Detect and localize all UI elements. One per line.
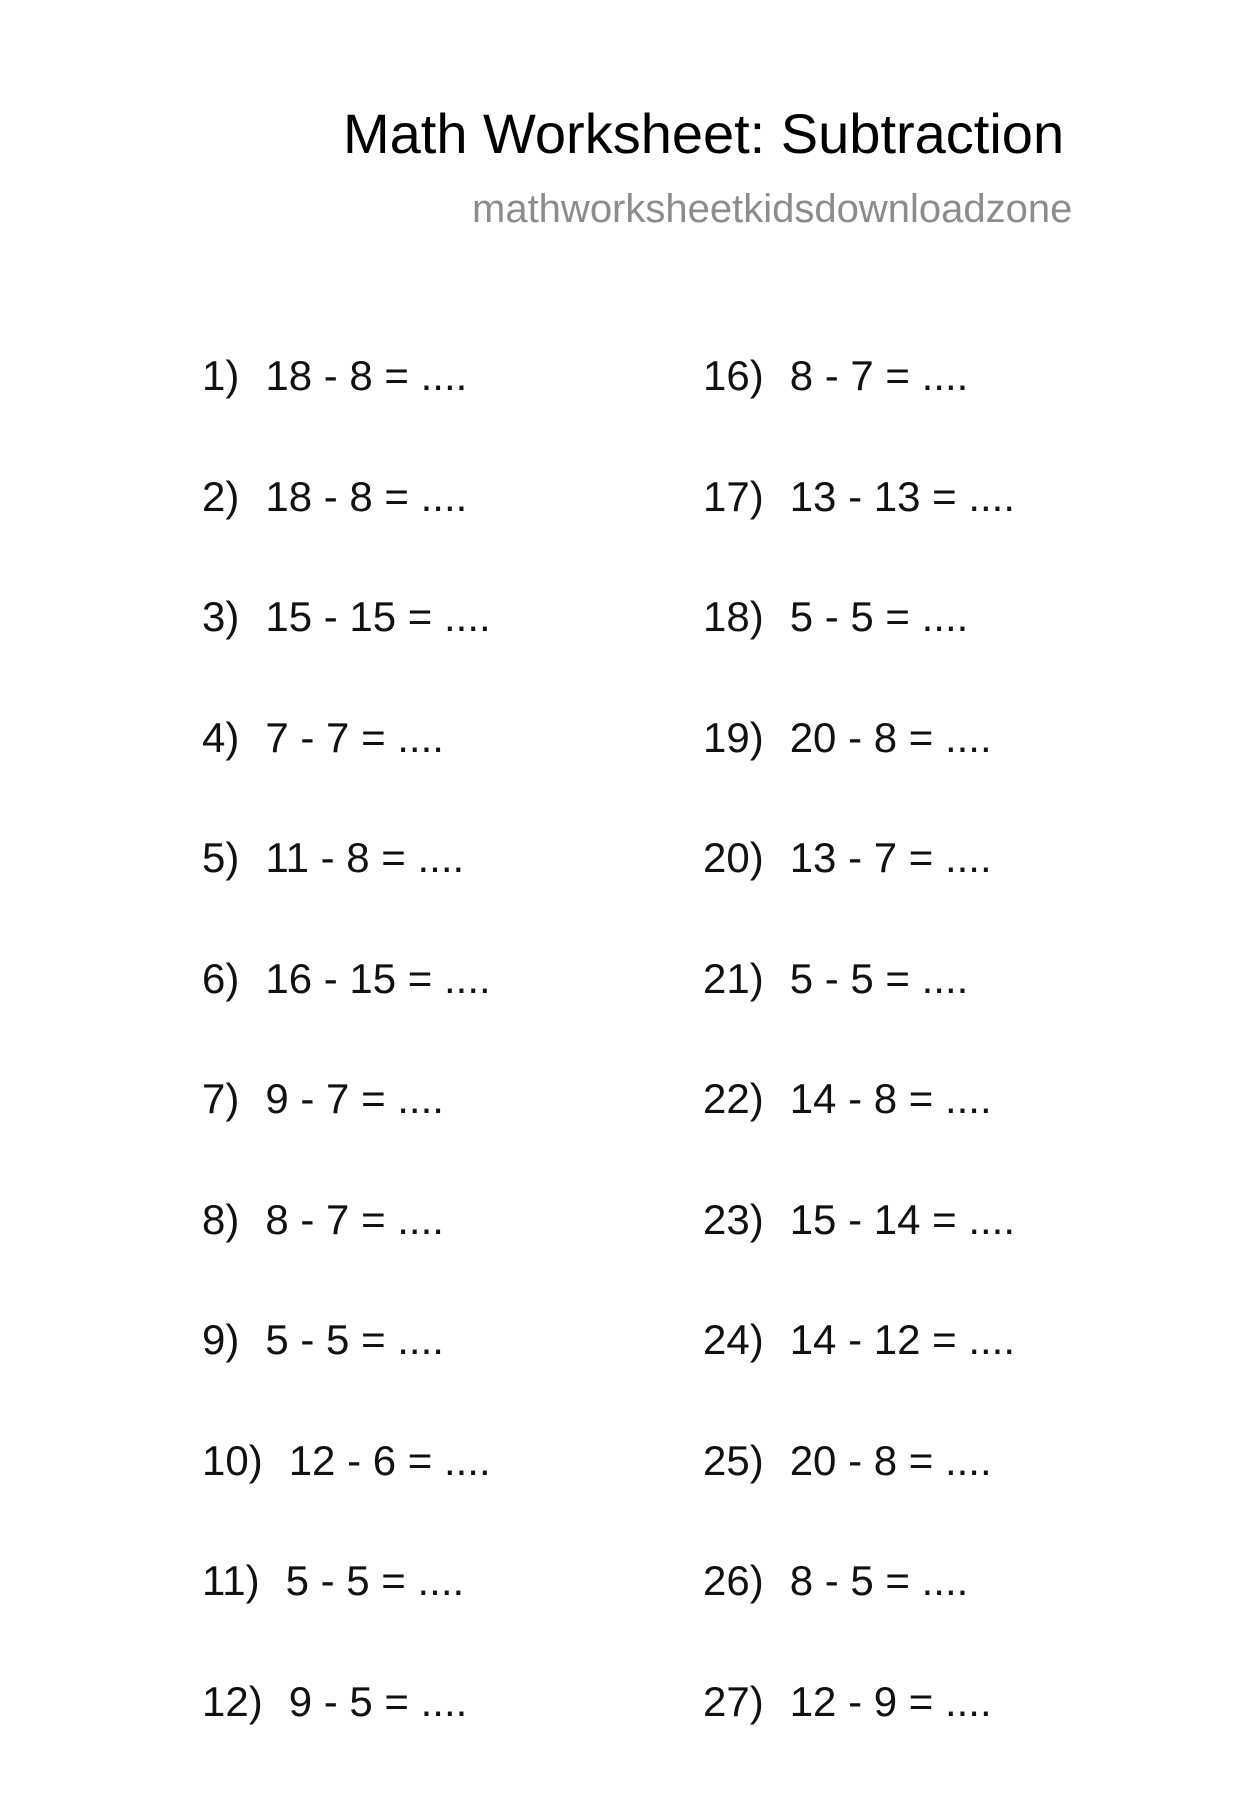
problem-expression: 8 - 5 = .... xyxy=(790,1557,969,1604)
problem-item xyxy=(703,1194,1015,1315)
problem-number: 27) xyxy=(703,1678,764,1725)
problem-number: 3) xyxy=(202,593,239,640)
problem-expression: 5 - 5 = .... xyxy=(265,1316,444,1363)
problem-number: 12) xyxy=(202,1678,263,1725)
problem-item xyxy=(202,953,491,1074)
problem-expression: 8 - 7 = .... xyxy=(265,1196,444,1243)
problem-item xyxy=(703,1435,1015,1556)
problem-expression: 12 - 9 = .... xyxy=(790,1678,992,1725)
problem-item xyxy=(202,1073,491,1194)
problem-number: 16) xyxy=(703,352,764,399)
problem-number: 2) xyxy=(202,473,239,520)
problem-column-left xyxy=(202,350,491,1796)
problem-number: 18) xyxy=(703,593,764,640)
problem-item xyxy=(202,832,491,953)
problem-expression: 9 - 7 = .... xyxy=(265,1075,444,1122)
problem-column-right xyxy=(703,350,1015,1796)
problem-item xyxy=(202,591,491,712)
problem-number: 19) xyxy=(703,714,764,761)
problem-number: 8) xyxy=(202,1196,239,1243)
problem-number: 21) xyxy=(703,955,764,1002)
problem-expression: 20 - 8 = .... xyxy=(790,1437,992,1484)
problem-number: 20) xyxy=(703,834,764,881)
worksheet-subtitle: mathworksheetkidsdownloadzone xyxy=(472,185,1072,233)
problem-number: 10) xyxy=(202,1437,263,1484)
problem-item xyxy=(703,471,1015,592)
problem-expression: 9 - 5 = .... xyxy=(289,1678,468,1725)
problem-number: 1) xyxy=(202,352,239,399)
problem-item xyxy=(703,1073,1015,1194)
problem-item xyxy=(703,1555,1015,1676)
problem-item xyxy=(703,1314,1015,1435)
problem-expression: 11 - 8 = .... xyxy=(265,834,464,881)
problem-item xyxy=(703,1676,1015,1796)
worksheet-title: Math Worksheet: Subtraction xyxy=(343,100,1064,168)
problem-number: 11) xyxy=(202,1557,260,1604)
problem-item xyxy=(202,1314,491,1435)
problem-number: 9) xyxy=(202,1316,239,1363)
problem-expression: 14 - 12 = .... xyxy=(790,1316,1015,1363)
problem-expression: 12 - 6 = .... xyxy=(289,1437,491,1484)
problem-expression: 13 - 13 = .... xyxy=(790,473,1015,520)
problem-expression: 15 - 15 = .... xyxy=(265,593,490,640)
problem-expression: 18 - 8 = .... xyxy=(265,473,467,520)
problem-expression: 16 - 15 = .... xyxy=(265,955,490,1002)
problem-number: 17) xyxy=(703,473,764,520)
problem-expression: 14 - 8 = .... xyxy=(790,1075,992,1122)
problem-number: 22) xyxy=(703,1075,764,1122)
problem-number: 7) xyxy=(202,1075,239,1122)
problem-item xyxy=(703,591,1015,712)
problem-expression: 18 - 8 = .... xyxy=(265,352,467,399)
problem-expression: 5 - 5 = .... xyxy=(790,593,969,640)
problem-expression: 13 - 7 = .... xyxy=(790,834,992,881)
problem-item xyxy=(202,1435,491,1556)
problem-number: 23) xyxy=(703,1196,764,1243)
problem-number: 25) xyxy=(703,1437,764,1484)
problem-expression: 8 - 7 = .... xyxy=(790,352,969,399)
problem-item xyxy=(703,832,1015,953)
problem-item xyxy=(202,350,491,471)
problem-item xyxy=(703,953,1015,1074)
problem-number: 24) xyxy=(703,1316,764,1363)
problem-number: 6) xyxy=(202,955,239,1002)
problem-item xyxy=(202,712,491,833)
problem-number: 5) xyxy=(202,834,239,881)
problem-expression: 5 - 5 = .... xyxy=(286,1557,465,1604)
problem-item xyxy=(703,350,1015,471)
problem-expression: 5 - 5 = .... xyxy=(790,955,969,1002)
problem-item xyxy=(703,712,1015,833)
problem-expression: 20 - 8 = .... xyxy=(790,714,992,761)
problem-number: 26) xyxy=(703,1557,764,1604)
problem-item xyxy=(202,1194,491,1315)
problem-item xyxy=(202,1555,491,1676)
problem-number: 4) xyxy=(202,714,239,761)
problem-item xyxy=(202,471,491,592)
problem-expression: 15 - 14 = .... xyxy=(790,1196,1015,1243)
problem-expression: 7 - 7 = .... xyxy=(265,714,444,761)
problem-item xyxy=(202,1676,491,1796)
